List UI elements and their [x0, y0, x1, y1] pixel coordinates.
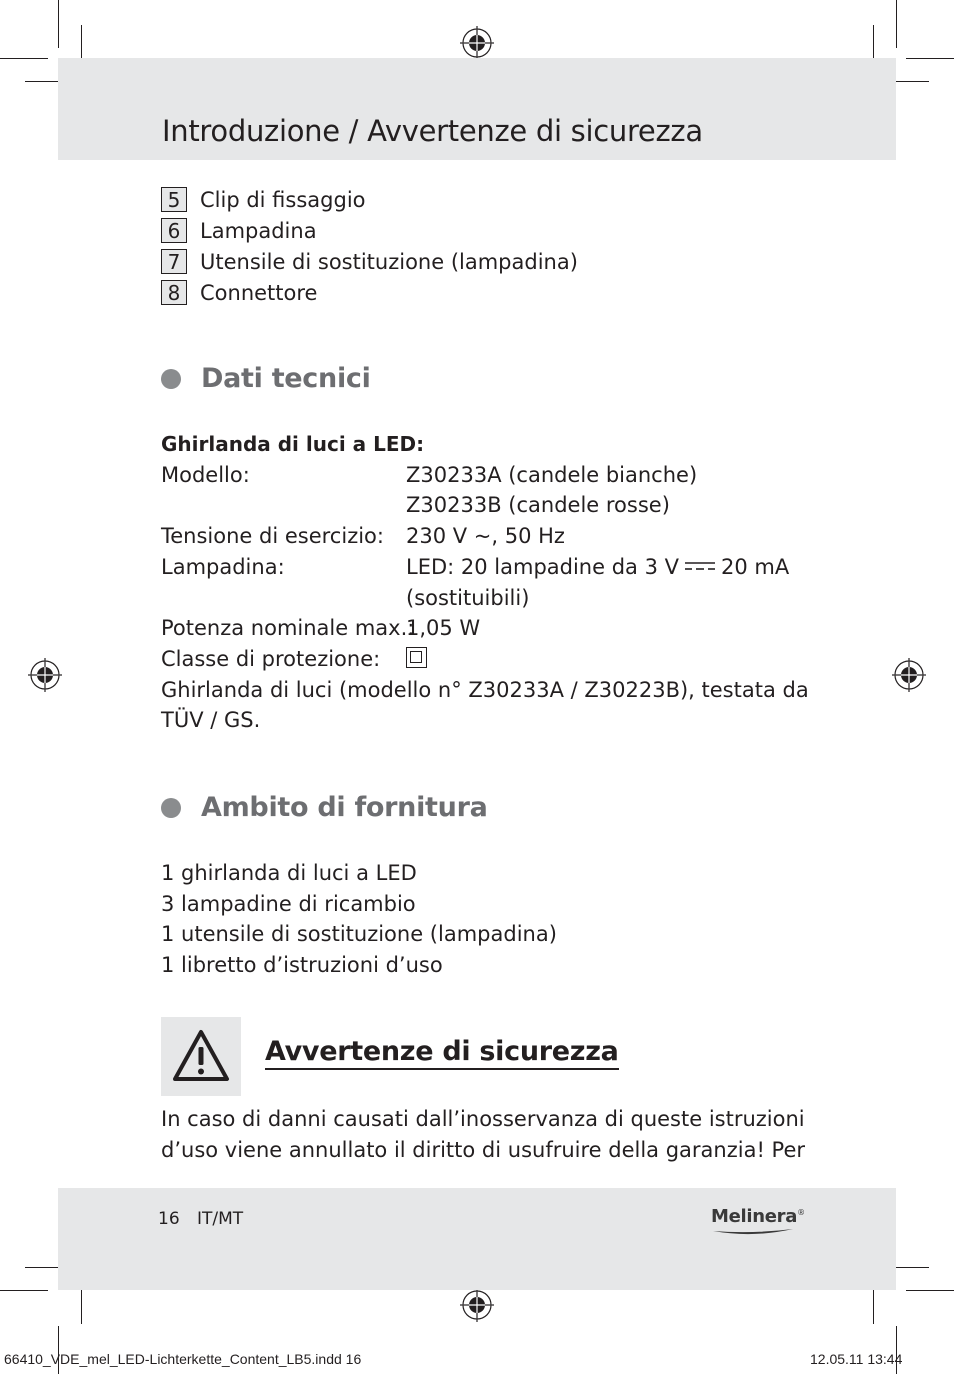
warning-icon-box	[161, 1017, 241, 1096]
tech-label: Lampadina:	[161, 554, 285, 579]
bulb-value-a: LED: 20 lampadine da 3 V	[406, 554, 679, 579]
registration-mark-icon	[28, 658, 62, 692]
supply-list	[161, 858, 557, 981]
crop-mark	[873, 1286, 874, 1324]
registration-mark-icon	[892, 658, 926, 692]
bullet-icon	[161, 798, 181, 818]
tech-value: 1,05 W	[406, 616, 481, 641]
tech-row-voltage	[161, 521, 809, 552]
tech-data	[161, 429, 809, 736]
tech-row-bulb	[161, 552, 809, 583]
tech-value: Z30233A (candele bianche)	[406, 462, 698, 487]
section-heading-supply	[161, 792, 488, 823]
list-item	[161, 184, 578, 215]
crop-mark	[891, 81, 929, 82]
registered-mark: ®	[797, 1208, 805, 1217]
brand-swoosh-icon	[712, 1228, 794, 1237]
list-item: 3 lampadine di ricambio	[161, 891, 416, 916]
crop-mark	[58, 0, 59, 48]
tech-value: 230 V ~, 50 Hz	[406, 524, 565, 549]
tech-value: (sostituibili)	[406, 585, 530, 610]
part-number: 6	[161, 218, 187, 243]
tech-label: Modello:	[161, 462, 250, 487]
brand-name: Melinera	[711, 1206, 798, 1227]
section-heading-tech	[161, 363, 371, 394]
protection-class-ii-icon	[406, 647, 427, 668]
paragraph-line: d’uso viene annullato il diritto di usufruire della garanzia! Per	[161, 1137, 806, 1162]
parts-list	[161, 184, 578, 308]
crop-mark	[896, 0, 897, 48]
list-item: 1 libretto d’istruzioni d’uso	[161, 953, 443, 978]
tech-row-class	[161, 644, 809, 675]
section-title: Dati tecnici	[201, 363, 371, 394]
bullet-icon	[161, 369, 181, 389]
crop-mark	[81, 1286, 82, 1324]
slug-datetime: 12.05.11 13:44	[810, 1351, 903, 1367]
tech-row-model-2	[161, 490, 809, 521]
tech-label: Potenza nominale max.:	[161, 616, 415, 641]
brand-logo	[711, 1206, 805, 1227]
slug-file-info: 66410_VDE_mel_LED-Lichterkette_Content_LB5.indd 16	[4, 1351, 362, 1367]
safety-heading: Avvertenze di sicurezza	[265, 1036, 619, 1070]
page-number: 16	[158, 1209, 180, 1229]
part-number: 8	[161, 280, 187, 305]
tech-note: Ghirlanda di luci (modello n° Z30233A / Z30223B), testata da	[161, 677, 809, 702]
safety-text	[161, 1104, 805, 1165]
list-item: 1 utensile di sostituzione (lampadina)	[161, 922, 557, 947]
page-title: Introduzione / Avvertenze di sicurezza	[162, 114, 703, 148]
tech-row-bulb-2	[161, 583, 809, 614]
part-label: Connettore	[200, 280, 318, 305]
dc-current-symbol-icon	[685, 560, 715, 572]
part-number: 7	[161, 249, 187, 274]
paragraph-line: In caso di danni causati dall’inosservanza di queste istruzioni	[161, 1107, 805, 1131]
section-title: Ambito di fornitura	[201, 792, 488, 823]
part-label: Utensile di sostituzione (lampadina)	[200, 249, 578, 274]
bulb-value-b: 20 mA	[721, 554, 790, 579]
crop-mark	[0, 58, 48, 59]
warning-triangle-icon	[161, 1017, 241, 1096]
registration-mark-icon	[460, 1288, 494, 1322]
list-item	[161, 215, 578, 246]
tech-value: Z30233B (candele rosse)	[406, 493, 670, 518]
tech-row-model	[161, 460, 809, 491]
list-item	[161, 277, 578, 308]
crop-mark	[906, 58, 954, 59]
crop-mark	[906, 1290, 954, 1291]
tech-note: TÜV / GS.	[161, 708, 261, 733]
tech-label: Classe di protezione:	[161, 646, 381, 671]
part-label: Lampadina	[200, 218, 317, 243]
locale-code: IT/MT	[197, 1209, 244, 1229]
list-item	[161, 246, 578, 277]
crop-mark	[891, 1267, 929, 1268]
footer-band	[58, 1188, 896, 1290]
tech-value	[406, 552, 789, 583]
registration-mark-icon	[460, 26, 494, 60]
crop-mark	[0, 1290, 48, 1291]
part-label: Clip di fissaggio	[200, 187, 366, 212]
tech-subheading: Ghirlanda di luci a LED:	[161, 432, 425, 456]
list-item: 1 ghirlanda di luci a LED	[161, 861, 417, 885]
part-number: 5	[161, 187, 187, 212]
tech-label: Tensione di esercizio:	[161, 524, 384, 549]
tech-row-power	[161, 613, 809, 644]
